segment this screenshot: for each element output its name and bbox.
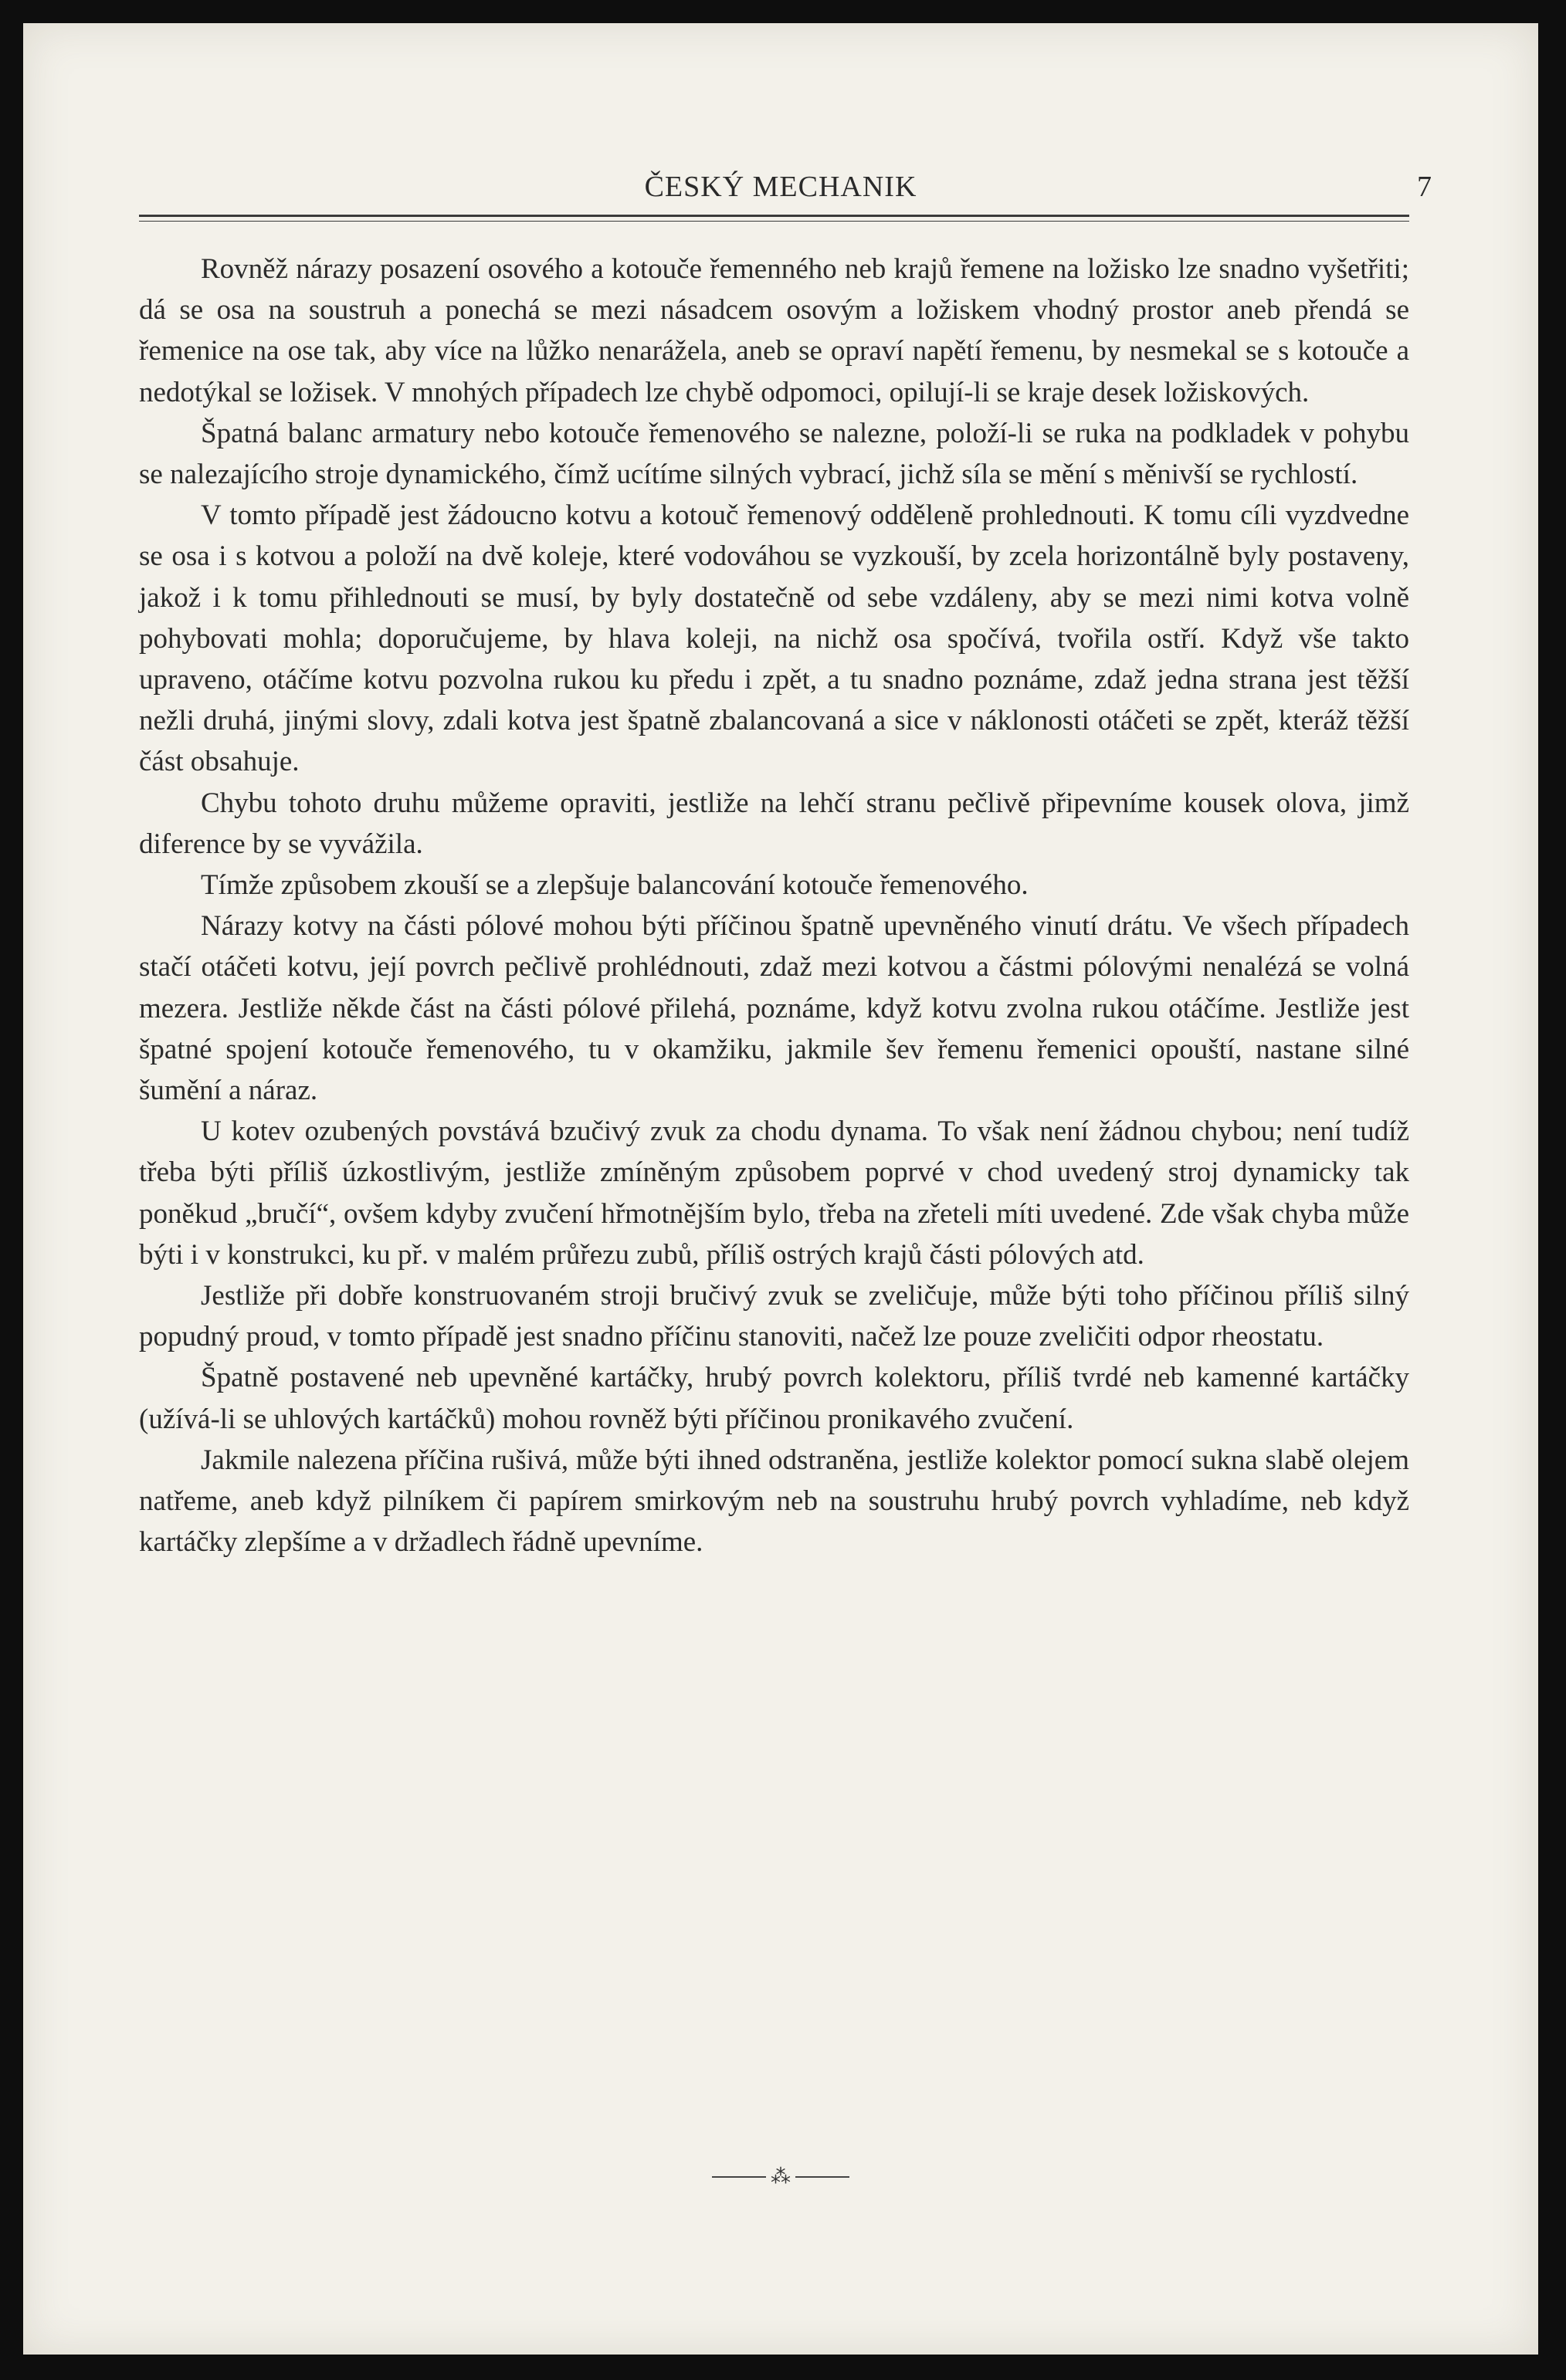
paragraph: Jakmile nalezena příčina rušivá, může býti ihned odstraněna, jestliže kolektor pomocí sukna slabě olejem natřeme, aneb když pilníkem či papírem smirkovým neb na soustruhu hrubý povrch vyhladíme, neb když kartáčky zlepšíme a v držadlech řádně upevníme. [139,1444,1409,1559]
paragraph: Nárazy kotvy na části pólové mohou býti příčinou špatně upevněného vinutí drátu. Ve všech případech stačí otáčeti kotvu, její povrch pečlivě prohlédnouti, zdaž mezi kotvou a částmi pólovými nenalézá se volná mezera. Jestliže někde část na části pólové přilehá, poznáme, když kotvu zvolna rukou otáčíme. Jestliže jest špatné spojení kotouče řemenového, tu v okamžiku, jakmile šev řemenu řemenici opouští, nastane silné šumění a náraz. [139,910,1409,1107]
page-header [23,170,1538,201]
ornament-line-left [712,2176,766,2178]
ornament-icon: ⁂ [771,2165,791,2189]
paragraph: U kotev ozubených povstává bzučivý zvuk za chodu dynama. To však není žádnou chybou; není tudíž třeba býti příliš úzkostlivým, jestliže zmíněným způsobem poprvé v chod uvedený stroj dynamicky tak poněkud „bručí“, ovšem kdyby zvučení hřmotnějším bylo, třeba na zřeteli míti uvedené. Zde však chyba může býti i v konstrukci, ku př. v malém průřezu zubů, příliš ostrých krajů části pólových atd. [139,1116,1409,1271]
section-end-ornament [23,2165,1538,2189]
paragraph: Tímže způsobem zkouší se a zlepšuje balancování kotouče řemenového. [201,869,1029,902]
page-number: 7 [1417,171,1432,203]
paragraph: Špatná balanc armatury nebo kotouče řemenového se nalezne, položí-li se ruka na podkladek v pohybu se nalezajícího stroje dynamického, čímž ucítíme silných vybrací, jichž síla se mění s měnivší se rychlostí. [139,417,1409,491]
header-rule-thin [139,221,1409,222]
running-title: ČESKÝ MECHANIK [644,171,917,203]
book-page [23,23,1538,2355]
paragraph: V tomto případě jest žádoucno kotvu a kotouč řemenový odděleně prohlednouti. K tomu cíli vyzdvedne se osa i s kotvou a položí na dvě koleje, které vodováhou se vyzkouší, by zcela horizontálně byly postaveny, jakož i k tomu přihlednouti se musí, by byly dostatečně od sebe vzdáleny, aby se mezi nimi kotva volně pohybovati mohla; doporučujeme, by hlava koleji, na nichž osa spočívá, tvořila ostří. Když vše takto upraveno, otáčíme kotvu pozvolna rukou ku předu i zpět, a tu snadno poznáme, zdaž jedna strana jest těžší nežli druhá, jinými slovy, zdali kotva jest špatně zbalancovaná a sice v náklonosti otáčeti se zpět, kteráž těžší část obsahuje. [139,499,1409,778]
body-text [139,249,1409,1563]
ornament-line-right [795,2176,849,2178]
paragraph: Jestliže při dobře konstruovaném stroji bručivý zvuk se zveličuje, může býti toho příčinou příliš silný popudný proud, v tomto případě jest snadno příčinu stanoviti, načež lze pouze zveličiti odpor rheostatu. [139,1280,1409,1353]
paragraph: Špatně postavené neb upevněné kartáčky, hrubý povrch kolektoru, příliš tvrdé neb kamenné kartáčky (užívá-li se uhlových kartáčků) mohou rovněž býti příčinou pronikavého zvučení. [139,1362,1409,1435]
paragraph: Rovněž nárazy posazení osového a kotouče řemenného neb krajů řemene na ložisko lze snadno vyšetřiti; dá se osa na soustruh a ponechá se mezi násadcem osovým a ložiskem vhodný prostor aneb přendá se řemenice na ose tak, aby více na lůžko nenarážela, aneb se opraví napětí řemenu, by nesmekal se s kotouče a nedotýkal se ložisek. V mnohých případech lze chybě odpomoci, opilují-li se kraje desek ložiskových. [139,253,1409,408]
header-rule-thick [139,215,1409,217]
paragraph: Chybu tohoto druhu můžeme opraviti, jestliže na lehčí stranu pečlivě připevníme kousek olova, jimž diference by se vyvážila. [139,787,1409,860]
